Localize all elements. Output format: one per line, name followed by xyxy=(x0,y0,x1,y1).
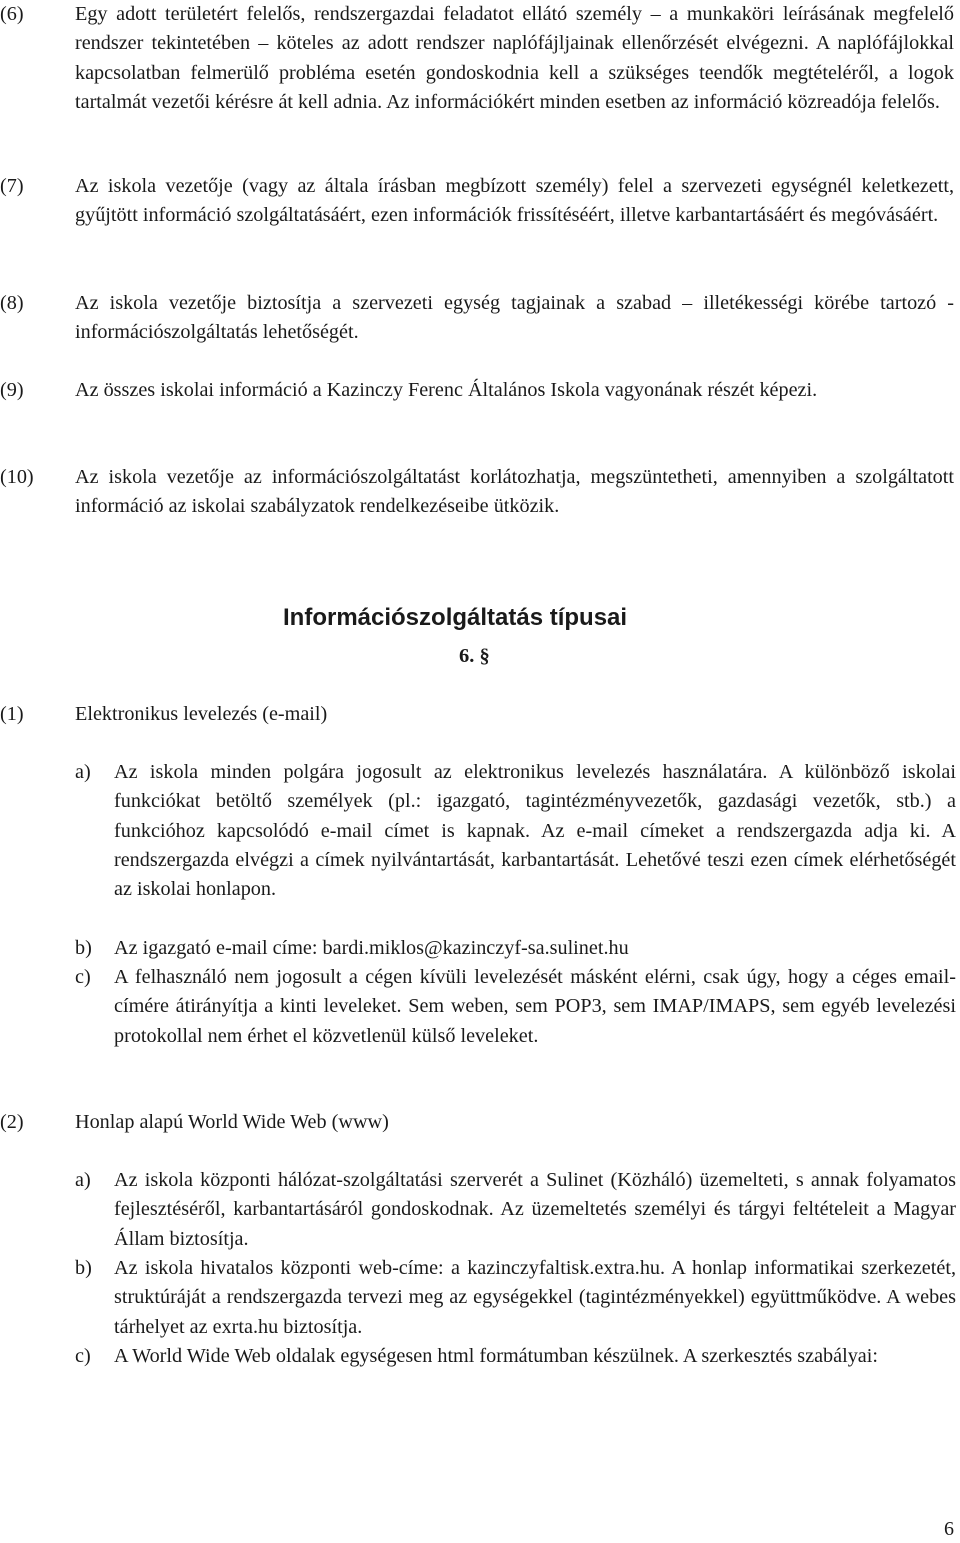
subsection-number: (1) xyxy=(0,703,24,725)
list-marker: a) xyxy=(75,761,91,783)
list-marker: b) xyxy=(75,937,92,959)
paragraph-number: (10) xyxy=(0,466,34,488)
list-item xyxy=(75,1342,956,1371)
section-title: Információszolgáltatás típusai xyxy=(283,604,628,631)
list-marker: b) xyxy=(75,1257,92,1279)
list-text: Az iskola központi hálózat-szolgáltatási szerverét a Sulinet (Közháló) üzemelteti, s annak folyamatos fejlesztéséről, karbantartásáról gondoskodnak. Az üzemeltetés személyi és tárgyi feltételeit a Magyar Állam biztosítja. xyxy=(114,1169,956,1250)
page-number: 6 xyxy=(944,1518,954,1540)
paragraph-text: Az iskola vezetője biztosítja a szervezeti egység tagjainak a szabad – illetékességi körébe tartozó -információszolgáltatás lehetőségét. xyxy=(75,292,954,344)
paragraph-8 xyxy=(0,289,954,348)
list-item xyxy=(75,963,956,1051)
paragraph-text: Az iskola vezetője az információszolgáltatást korlátozhatja, megszüntetheti, amennyiben a szolgáltatott információ az iskolai szabályzatok rendelkezéseibe ütközik. xyxy=(75,466,954,518)
paragraph-text: Az iskola vezetője (vagy az általa írásban megbízott személy) felel a szervezeti egységnél keletkezett, gyűjtött információ szolgáltatásáért, ezen információk frissítéséért, illetve karbantartásáért és megóvásáért. xyxy=(75,175,954,227)
subsection-title: Elektronikus levelezés (e-mail) xyxy=(75,703,328,725)
section-number: 6. § xyxy=(459,645,490,667)
paragraph-text: Egy adott területért felelős, rendszergazdai feladatot ellátó személy – a munkaköri leírásának megfelelő rendszer tekintetében – köteles az adott rendszer naplófájljainak ellenőrzését elvégezni. A naplófájlokkal kapcsolatban felmerülő probléma esetén gondoskodnia kell a szükséges teendők megtételéről, a logok tartalmát vezetői kérésre át kell adnia. Az információkért minden esetben az információ közreadója felelős. xyxy=(75,3,954,113)
list-text: A World Wide Web oldalak egységesen html formátumban készülnek. A szerkesztés szabályai: xyxy=(114,1345,878,1367)
list-item xyxy=(75,934,956,963)
paragraph-7 xyxy=(0,172,954,231)
paragraph-9 xyxy=(0,376,954,405)
paragraph-number: (7) xyxy=(0,175,24,197)
list-item xyxy=(75,1166,956,1254)
paragraph-10 xyxy=(0,463,954,522)
list-marker: a) xyxy=(75,1169,91,1191)
paragraph-text: Az összes iskolai információ a Kazinczy Ferenc Általános Iskola vagyonának részét képezi. xyxy=(75,379,818,401)
list-text: Az iskola minden polgára jogosult az elektronikus levelezés használatára. A különböző iskolai funkciókat betöltő személyek (pl.: igazgató, tagintézményvezetők, gazdasági vezetők, stb.) a funkcióhoz kapcsolódó e-mail címet is kapnak. Az e-mail címeket a rendszergazda adja ki. A rendszergazda elvégzi a címek nyilvántartását, karbantartását. Lehetővé teszi ezen címek elérhetőségét az iskolai honlapon. xyxy=(114,761,956,901)
paragraph-number: (8) xyxy=(0,292,24,314)
paragraph-number: (6) xyxy=(0,3,24,25)
paragraph-6 xyxy=(0,0,954,117)
list-item xyxy=(75,758,956,904)
list-marker: c) xyxy=(75,1345,91,1367)
list-marker: c) xyxy=(75,966,91,988)
list-text: A felhasználó nem jogosult a cégen kívüli levelezését másként elérni, csak úgy, hogy a céges email-címére átirányítja a kinti leveleket. Sem weben, sem POP3, sem IMAP/IMAPS, sem egyéb levelezési protokollal nem érhet el közvetlenül külső leveleket. xyxy=(114,966,956,1047)
list-text: Az iskola hivatalos központi web-címe: a kazinczyfaltisk.extra.hu. A honlap informatikai szerkezetét, struktúráját a rendszergazda tervezi meg az egységekkel (tagintézményekkel) együttműködve. A webes tárhelyet az exrta.hu biztosítja. xyxy=(114,1257,956,1338)
paragraph-number: (9) xyxy=(0,379,24,401)
subsection-number: (2) xyxy=(0,1111,24,1133)
subsection-title: Honlap alapú World Wide Web (www) xyxy=(75,1111,389,1133)
list-item xyxy=(75,1254,956,1342)
list-text: Az igazgató e-mail címe: bardi.miklos@kazinczyf-sa.sulinet.hu xyxy=(114,937,629,959)
